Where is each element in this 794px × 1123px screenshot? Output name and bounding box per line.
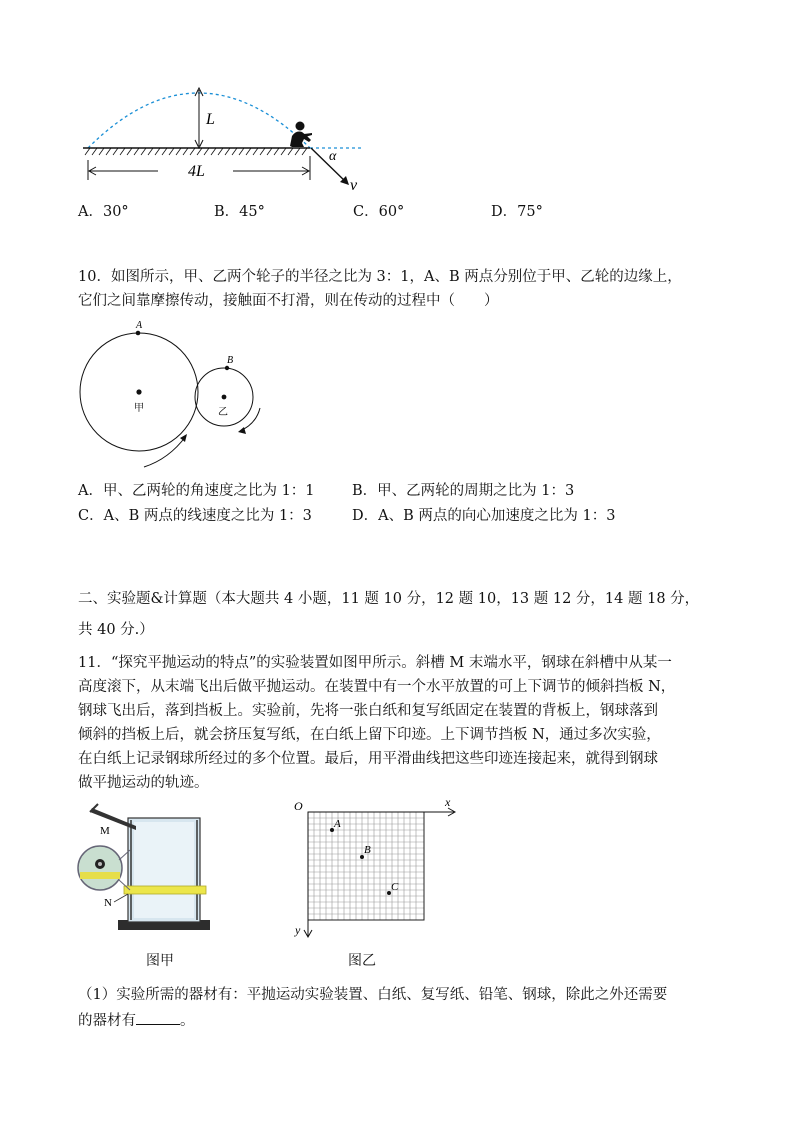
y-axis-label: y <box>295 923 301 937</box>
fig-yi-caption: 图乙 <box>348 953 376 969</box>
height-label: L <box>206 111 215 128</box>
label-n: N <box>104 897 112 909</box>
baffle-plate <box>124 886 206 894</box>
q11-text-line5: 在白纸上记录钢球所经过的多个位置。最后，用平滑曲线把这些印迹连接起来，就得到钢球 <box>78 751 658 767</box>
section2-heading-line1: 二、实验题&计算题（本大题共 4 小题，11 题 10 分，12 题 10，13 题 12 分，14 题 18 分， <box>78 591 700 607</box>
q9-option-c[interactable]: C．60° <box>353 204 405 220</box>
point-a-label: A <box>136 320 143 331</box>
q11-sub1-line1: （1）实验所需的器材有：平抛运动实验装置、白纸、复写纸、铅笔、钢球，除此之外还需要 <box>78 987 668 1003</box>
width-label: 4L <box>188 163 205 180</box>
point-b-label: B <box>227 355 234 366</box>
q11-text-line3: 钢球飞出后，落到挡板上。实验前，先将一张白纸和复写纸固定在装置的背板上，钢球落到 <box>78 703 658 719</box>
q10-stem-line1: 10．如图所示，甲、乙两个轮子的半径之比为 3：1，A、B 两点分别位于甲、乙轮的边缘上， <box>78 269 682 285</box>
q11-text-line1: 11．“探究平抛运动的特点”的实验装置如图甲所示。斜槽 M 末端水平，钢球在斜槽中从某一 <box>78 655 672 671</box>
label-m: M <box>100 825 110 837</box>
apparatus-figure <box>74 800 214 940</box>
point-a <box>136 331 141 336</box>
q9-figure <box>78 76 378 196</box>
big-wheel-center <box>136 389 141 394</box>
small-wheel-center <box>222 395 227 400</box>
section2-heading-line2: 共 40 分.） <box>78 622 154 638</box>
person-silhouette <box>290 122 312 148</box>
angle-label: α <box>329 149 337 164</box>
q9-option-b[interactable]: B．45° <box>214 204 265 220</box>
q11-sub1-prefix: 的器材有 <box>78 1013 136 1029</box>
point-b-grid-label: B <box>364 844 371 856</box>
q10-option-a[interactable]: A．甲、乙两轮的角速度之比为 1：1 <box>78 483 315 499</box>
big-wheel-label: 甲 <box>134 403 144 414</box>
q10-option-c[interactable]: C．A、B 两点的线速度之比为 1：3 <box>78 508 312 524</box>
velocity-label: v <box>350 177 358 194</box>
small-wheel-label: 乙 <box>218 407 228 418</box>
answer-blank[interactable] <box>136 1010 180 1025</box>
grid-figure <box>288 794 468 944</box>
grid-lines <box>308 812 424 920</box>
q11-sub1-line2 <box>78 1010 195 1031</box>
q10-stem-line2: 它们之间靠摩擦传动，接触面不打滑，则在传动的过程中（ ） <box>78 293 499 309</box>
q11-text-line6: 做平抛运动的轨迹。 <box>78 775 209 791</box>
x-axis-label: x <box>445 795 451 809</box>
q10-option-d[interactable]: D．A、B 两点的向心加速度之比为 1：3 <box>352 508 616 524</box>
origin-label: O <box>294 799 303 813</box>
q10-option-b[interactable]: B．甲、乙两轮的周期之比为 1：3 <box>352 483 575 499</box>
q11-sub1-end: 。 <box>180 1013 195 1029</box>
q11-text-line2: 高度滚下，从末端飞出后做平抛运动。在装置中有一个水平放置的可上下调节的倾斜挡板 N， <box>78 679 676 695</box>
point-c-grid-label: C <box>391 881 399 893</box>
fig-jia-caption: 图甲 <box>146 953 174 969</box>
q9-option-a[interactable]: A．30° <box>78 204 129 220</box>
q11-text-line4: 倾斜的挡板上后，就会挤压复写纸，在白纸上留下印迹。上下调节挡板 N，通过多次实验， <box>78 727 661 743</box>
point-a-grid-label: A <box>334 818 341 830</box>
point-b <box>225 366 229 370</box>
q10-wheels-figure <box>74 314 274 474</box>
q9-option-d[interactable]: D．75° <box>491 204 543 220</box>
big-wheel-rotation-arrow <box>144 436 186 467</box>
ground-hatching <box>85 148 307 155</box>
